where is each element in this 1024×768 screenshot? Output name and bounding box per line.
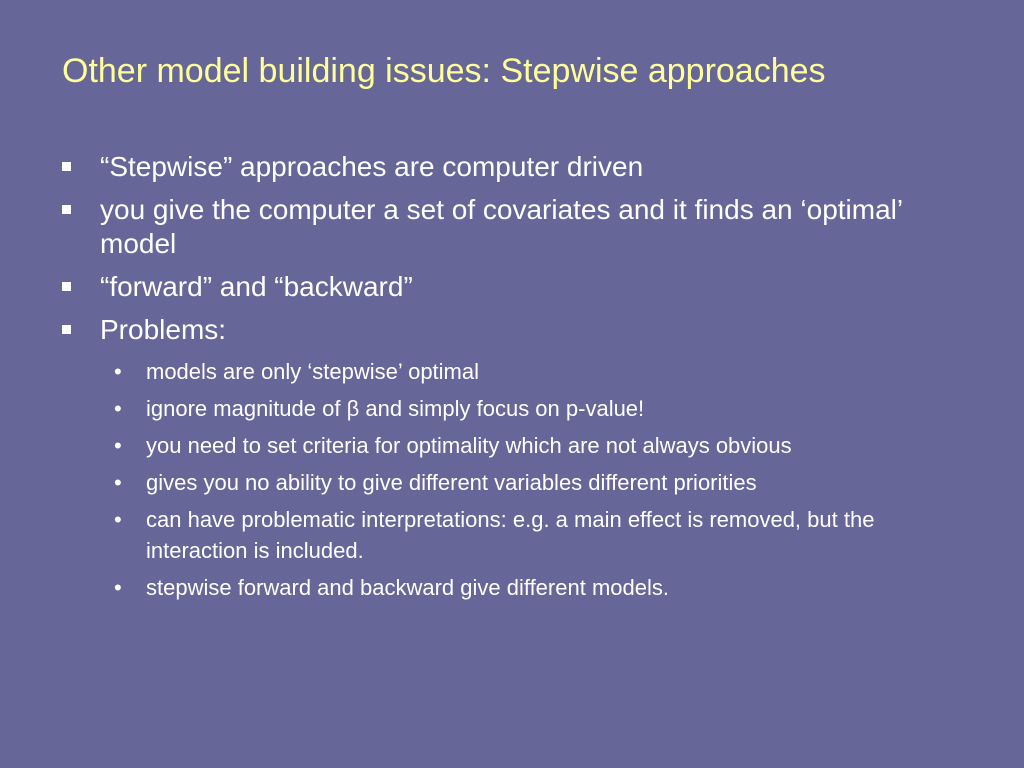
square-bullet-icon <box>62 325 71 334</box>
sub-bullet-text: you need to set criteria for optimality which are not always obvious <box>146 433 792 458</box>
sub-bullet-text: stepwise forward and backward give different models. <box>146 575 669 600</box>
bullet-text: “Stepwise” approaches are computer driven <box>100 151 644 182</box>
sub-bullet-item <box>62 467 962 498</box>
dot-bullet-icon: • <box>114 470 122 495</box>
bullet-text: “forward” and “backward” <box>100 271 413 302</box>
sub-bullet-item <box>62 430 962 461</box>
sub-bullet-text: ignore magnitude of β and simply focus on p-value! <box>146 396 645 421</box>
bullet-text: you give the computer a set of covariates and it finds an ‘optimal’ model <box>100 194 903 259</box>
square-bullet-icon <box>62 282 71 291</box>
dot-bullet-icon: • <box>114 396 122 421</box>
bullet-text: Problems: <box>100 314 227 345</box>
sub-bullet-item <box>62 504 962 566</box>
bullet-item <box>62 270 962 304</box>
sub-bullet-item <box>62 393 962 424</box>
slide-title: Other model building issues: Stepwise approaches <box>62 52 826 90</box>
dot-bullet-icon: • <box>114 575 122 600</box>
dot-bullet-icon: • <box>114 507 122 532</box>
bullet-item <box>62 193 962 261</box>
slide-content <box>62 150 962 609</box>
bullet-item <box>62 313 962 347</box>
square-bullet-icon <box>62 162 71 171</box>
sub-bullet-text: gives you no ability to give different variables different priorities <box>146 470 757 495</box>
sub-bullet-text: models are only ‘stepwise’ optimal <box>146 359 479 384</box>
sub-bullet-item <box>62 356 962 387</box>
square-bullet-icon <box>62 205 71 214</box>
sub-bullet-item <box>62 572 962 603</box>
sub-bullet-text: can have problematic interpretations: e.g. a main effect is removed, but the interaction is included. <box>146 507 875 563</box>
dot-bullet-icon: • <box>114 433 122 458</box>
dot-bullet-icon: • <box>114 359 122 384</box>
bullet-item <box>62 150 962 184</box>
